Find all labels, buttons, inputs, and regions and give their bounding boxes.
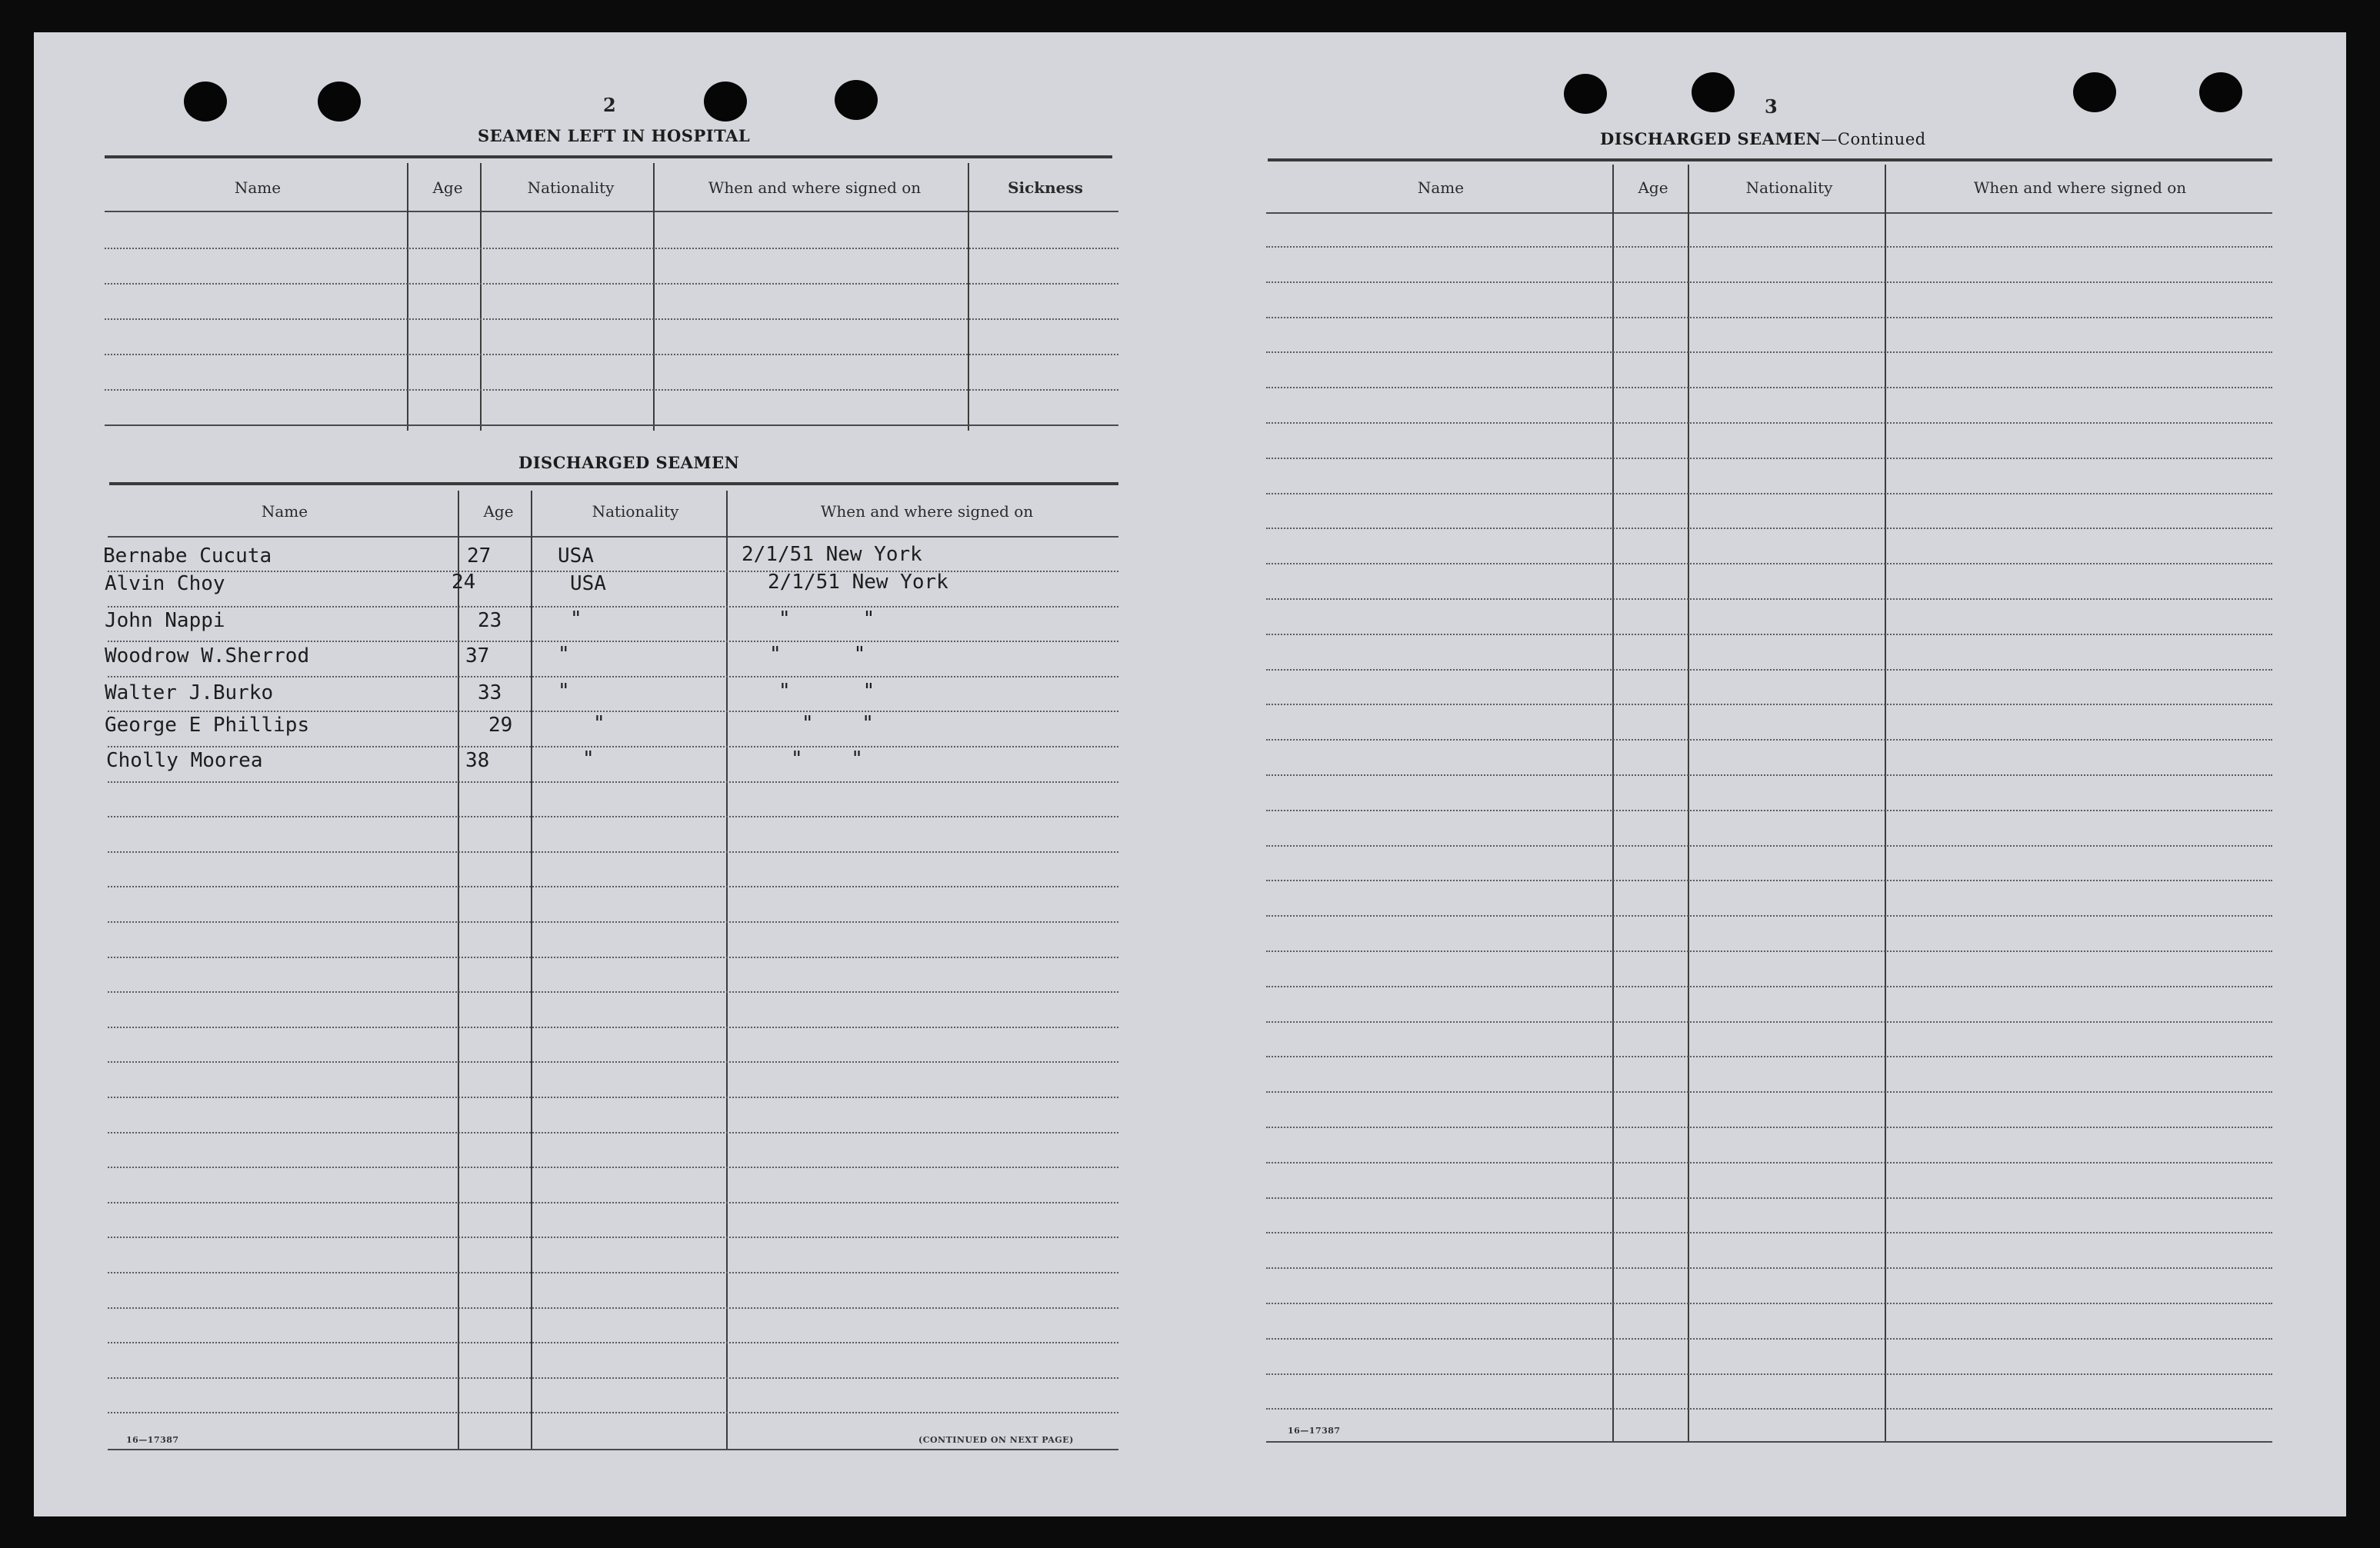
ruled-line [1266,1056,2272,1057]
ruled-line [1266,739,2272,741]
ruled-line [108,676,1118,677]
hospital-row-line [105,248,1118,249]
discharged-section-title: DISCHARGED SEAMEN [518,453,740,472]
ruled-line [1266,704,2272,705]
right-header-name: Name [1417,178,1465,197]
right-title-main: DISCHARGED SEAMEN [1600,129,1822,148]
ruled-line [1266,986,2272,987]
ruled-line [1266,634,2272,635]
seaman-age: 24 [452,571,476,594]
ruled-line [108,1167,1118,1168]
seaman-age: 29 [488,714,513,737]
ruled-line [108,1412,1118,1413]
right-section-title [1600,129,1926,148]
ruled-line [108,1237,1118,1238]
seaman-name: John Nappi [105,609,225,632]
ruled-line [1266,1408,2272,1410]
ruled-line [108,606,1118,608]
punch-hole [2073,72,2116,112]
ruled-line [1266,246,2272,248]
right-header-signed-on: When and where signed on [1973,178,2187,197]
seaman-nationality: USA [570,572,606,595]
hospital-header-rule [105,211,1118,212]
ruled-line [1266,1267,2272,1269]
ruled-line [108,816,1118,817]
ruled-line [108,1061,1118,1063]
ruled-line [1266,810,2272,811]
seaman-nationality: " [582,747,595,771]
seaman-signed-on: " " [802,712,874,735]
ruled-line [108,851,1118,853]
ruled-line [1266,1303,2272,1304]
ruled-line [108,886,1118,887]
hospital-row-line [105,283,1118,285]
seaman-age: 23 [478,609,502,632]
seaman-nationality: USA [558,544,594,568]
right-col-divider [1612,165,1614,1443]
right-page-number: 3 [1765,95,1778,118]
seaman-nationality: " [558,680,570,703]
punch-hole [318,82,361,122]
punch-hole [2199,72,2242,112]
hospital-header-sickness: Sickness [1008,178,1083,197]
ruled-line [108,746,1118,747]
ruled-line [108,1202,1118,1203]
ruled-line [1266,563,2272,564]
ruled-line [108,571,1118,572]
left-page-number: 2 [603,94,616,116]
ruled-line [108,1377,1118,1379]
ruled-line [1266,493,2272,494]
right-top-rule [1268,158,2272,161]
seaman-name: Alvin Choy [105,572,225,595]
left-footer-form-number: 16—17387 [126,1435,179,1445]
seaman-signed-on: 2/1/51 New York [742,543,922,566]
discharged-header-nationality: Nationality [592,502,679,521]
ruled-line [108,1132,1118,1134]
discharged-header-rule [108,536,1118,538]
seaman-signed-on: " " [778,608,875,631]
seaman-name: Woodrow W.Sherrod [105,644,310,667]
ruled-line [1266,1162,2272,1163]
hospital-header-nationality: Nationality [527,178,615,197]
right-col-divider [1688,165,1689,1443]
hospital-row-line [105,389,1118,391]
hospital-header-age: Age [432,178,463,197]
right-header-nationality: Nationality [1745,178,1833,197]
ruled-line [1266,845,2272,847]
seaman-name: Cholly Moorea [106,749,263,772]
seaman-signed-on: " " [791,747,863,771]
seaman-signed-on: " " [778,680,875,703]
ruled-line [108,1307,1118,1309]
right-header-rule [1266,212,2272,214]
ruled-line [108,957,1118,958]
ruled-line [1266,1338,2272,1340]
punch-hole [1564,74,1607,114]
ruled-line [1266,1197,2272,1199]
hospital-header-signed-on: When and where signed on [708,178,922,197]
ruled-line [108,1027,1118,1028]
discharged-top-rule [109,482,1118,485]
ruled-line [1266,950,2272,952]
hospital-section-title: SEAMEN LEFT IN HOSPITAL [478,126,751,145]
ruled-line [108,711,1118,712]
ruled-line [108,1272,1118,1273]
discharged-bottom-rule [108,1449,1118,1450]
punch-hole [704,82,747,122]
seaman-age: 38 [465,749,490,772]
hospital-row-line [105,318,1118,320]
seaman-signed-on: 2/1/51 New York [768,571,948,594]
ruled-line [1266,387,2272,388]
seaman-name: Walter J.Burko [105,681,274,704]
punch-hole [1692,72,1735,112]
seaman-nationality: " [570,608,582,631]
ruled-line [1266,317,2272,318]
continued-note: (CONTINUED ON NEXT PAGE) [918,1435,1074,1445]
ruled-line [108,921,1118,923]
seaman-name: Bernabe Cucuta [103,544,272,568]
ruled-line [108,641,1118,642]
right-bottom-rule [1266,1441,2272,1443]
ruled-line [1266,281,2272,283]
ruled-line [1266,351,2272,353]
ruled-line [1266,1127,2272,1128]
seaman-nationality: " [593,712,605,735]
ruled-line [1266,880,2272,881]
right-col-divider [1885,165,1886,1443]
hospital-header-name: Name [234,178,282,197]
ruled-line [1266,458,2272,459]
ruled-line [108,781,1118,783]
seaman-name: George E Phillips [105,714,310,737]
seaman-nationality: " [558,643,570,666]
ruled-line [1266,1373,2272,1375]
seaman-age: 27 [467,544,492,568]
hospital-row-line [105,354,1118,355]
hospital-top-rule [105,155,1112,158]
right-header-age: Age [1638,178,1668,197]
discharged-header-signed-on: When and where signed on [820,502,1034,521]
punch-hole [184,82,227,122]
ruled-line [108,991,1118,993]
ruled-line [1266,915,2272,917]
ruled-line [108,1097,1118,1098]
hospital-bottom-rule [105,424,1118,426]
discharged-header-name: Name [261,502,308,521]
ruled-line [1266,1232,2272,1233]
ruled-line [1266,1091,2272,1093]
discharged-header-age: Age [483,502,514,521]
ruled-line [1266,774,2272,776]
ruled-line [1266,528,2272,529]
seaman-age: 33 [478,681,502,704]
ledger-paper [34,32,2346,1516]
seaman-age: 37 [465,644,490,667]
ruled-line [108,1342,1118,1343]
right-footer-form-number: 16—17387 [1288,1426,1341,1436]
right-title-continued: —Continued [1821,130,1926,148]
ruled-line [1266,1021,2272,1023]
ruled-line [1266,598,2272,600]
seaman-signed-on: " " [769,643,866,666]
ruled-line [1266,669,2272,671]
punch-hole [835,80,878,120]
ruled-line [1266,422,2272,424]
